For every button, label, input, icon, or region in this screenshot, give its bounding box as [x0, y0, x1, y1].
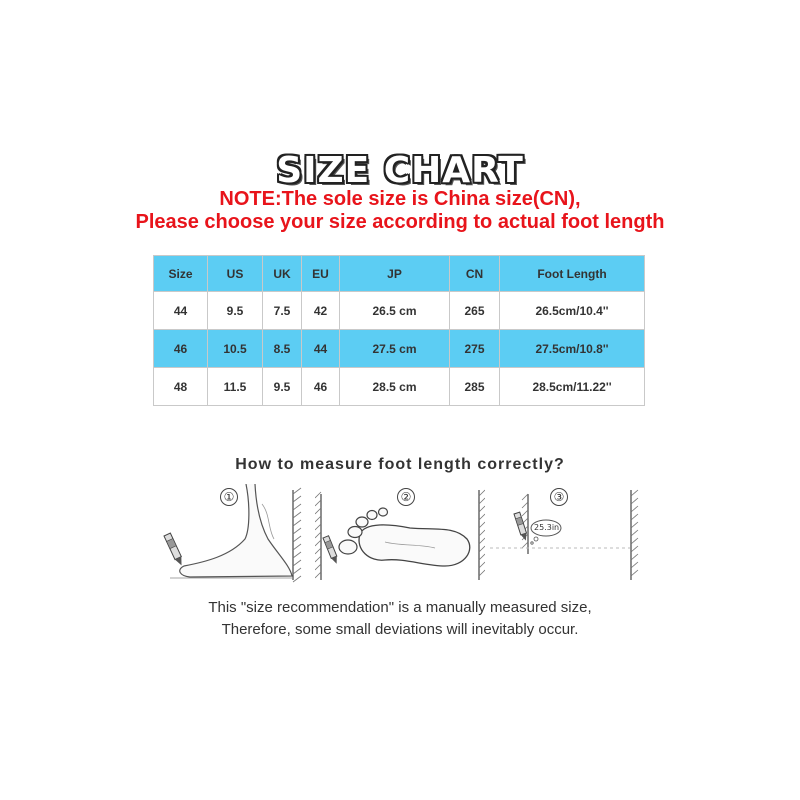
disclaimer-line-1: This "size recommendation" is a manually measured size,: [208, 599, 592, 616]
step-1: [150, 484, 315, 584]
table-cell: 285: [450, 368, 500, 406]
step-number-1: ①: [220, 488, 238, 506]
table-row: [154, 292, 645, 330]
table-cell: 27.5cm/10.8'': [500, 330, 645, 368]
table-cell: 7.5: [263, 292, 302, 330]
table-cell: 44: [154, 292, 208, 330]
page-title: SIZE CHART: [276, 150, 524, 191]
table-row: [154, 368, 645, 406]
table-cell: 11.5: [208, 368, 263, 406]
table-cell: 46: [302, 368, 340, 406]
table-cell: 265: [450, 292, 500, 330]
table-row: [154, 330, 645, 368]
table-cell: 48: [154, 368, 208, 406]
step-number-3: ③: [550, 488, 568, 506]
table-cell: 28.5cm/11.22'': [500, 368, 645, 406]
step-number-2: ②: [397, 488, 415, 506]
table-cell: 42: [302, 292, 340, 330]
column-header-cn: CN: [450, 256, 500, 292]
table-cell: 275: [450, 330, 500, 368]
step-2: [315, 484, 485, 584]
column-header-uk: UK: [263, 256, 302, 292]
table-cell: 27.5 cm: [340, 330, 450, 368]
howto-title: How to measure foot length correctly?: [235, 456, 565, 473]
column-header-us: US: [208, 256, 263, 292]
measure-steps: [150, 484, 650, 584]
table-cell: 28.5 cm: [340, 368, 450, 406]
table-cell: 26.5cm/10.4'': [500, 292, 645, 330]
column-header-size: Size: [154, 256, 208, 292]
column-header-jp: JP: [340, 256, 450, 292]
pen-mark-icon: [490, 484, 650, 584]
table-cell: 46: [154, 330, 208, 368]
table-cell: 9.5: [263, 368, 302, 406]
table-cell: 44: [302, 330, 340, 368]
size-table: [153, 255, 645, 406]
step-3: [490, 484, 650, 584]
table-cell: 8.5: [263, 330, 302, 368]
table-header-row: [154, 256, 645, 292]
table-cell: 26.5 cm: [340, 292, 450, 330]
table-cell: 10.5: [208, 330, 263, 368]
disclaimer-line-2: Therefore, some small deviations will inevitably occur.: [221, 621, 579, 638]
column-header-foot-length: Foot Length: [500, 256, 645, 292]
note-line-2: Please choose your size according to actual foot length: [135, 211, 665, 233]
measurement-reading: 25.3in: [534, 523, 560, 532]
column-header-eu: EU: [302, 256, 340, 292]
note-line-1: NOTE:The sole size is China size(CN),: [219, 188, 581, 210]
table-cell: 9.5: [208, 292, 263, 330]
